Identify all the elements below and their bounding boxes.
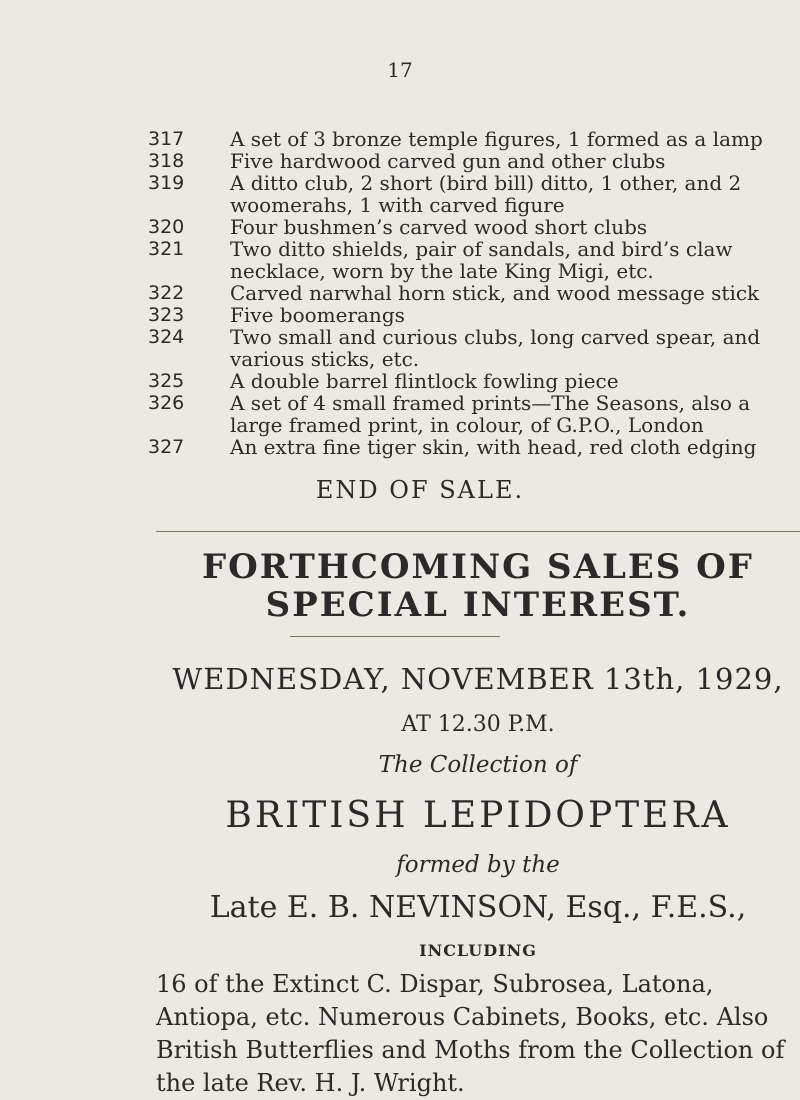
lot-description: Carved narwhal horn stick, and wood message stick <box>230 281 760 305</box>
lot-number: 322 <box>148 282 185 304</box>
lot-item <box>0 392 800 436</box>
lot-item <box>0 304 800 326</box>
lot-description: A double barrel flintlock fowling piece <box>230 369 619 393</box>
lot-number: 324 <box>148 326 185 348</box>
lot-description: Two small and curious clubs, long carved spear, and various sticks, etc. <box>230 325 761 371</box>
lot-item <box>0 238 800 282</box>
lot-item <box>0 172 800 216</box>
lot-number: 320 <box>148 216 185 238</box>
lot-item <box>0 150 800 172</box>
including-label: INCLUDING <box>419 941 537 960</box>
lot-description: Five hardwood carved gun and other clubs <box>230 149 666 173</box>
collection-of-label: The Collection of <box>378 752 578 778</box>
lot-description: A ditto club, 2 short (bird bill) ditto, 1 other, and 2 woomerahs, 1 with carved figure <box>230 171 742 217</box>
forthcoming-sales-heading: FORTHCOMING SALES OF SPECIAL INTEREST. <box>202 547 754 625</box>
formed-by-label: formed by the <box>396 852 560 878</box>
lot-description: An extra fine tiger skin, with head, red cloth edging <box>230 435 757 459</box>
sale-date: WEDNESDAY, NOVEMBER 13th, 1929, <box>172 662 784 696</box>
lot-list <box>0 128 800 458</box>
lot-item <box>0 326 800 370</box>
lot-item <box>0 282 800 304</box>
lot-description: A set of 3 bronze temple figures, 1 formed as a lamp <box>230 127 763 151</box>
collection-description: 16 of the Extinct C. Dispar, Subrosea, Latona, Antiopa, etc. Numerous Cabinets, Books, etc. Also British Butterflies and Moths from the Collection of the late Rev. H. J. Wright. <box>156 970 785 1097</box>
lot-item <box>0 216 800 238</box>
lot-description: A set of 4 small framed prints—The Seasons, also a large framed print, in colour, of G.P.O., London <box>230 391 751 437</box>
lot-number: 321 <box>148 238 185 260</box>
lot-number: 319 <box>148 172 185 194</box>
lot-item <box>0 436 800 458</box>
lot-item <box>0 370 800 392</box>
lot-number: 323 <box>148 304 185 326</box>
divider-rule <box>156 531 800 532</box>
lot-number: 326 <box>148 392 185 414</box>
lot-item <box>0 128 800 150</box>
sale-time: AT 12.30 P.M. <box>401 712 555 737</box>
lot-description: Five boomerangs <box>230 303 405 327</box>
collector-name: Late E. B. NEVINSON, Esq., F.E.S., <box>209 890 747 925</box>
lot-description: Two ditto shields, pair of sandals, and bird’s claw necklace, worn by the late King Migi, etc. <box>230 237 733 283</box>
lot-number: 317 <box>148 128 185 150</box>
page-number: 17 <box>387 58 413 82</box>
collection-title: BRITISH LEPIDOPTERA <box>225 795 731 836</box>
lot-description: Four bushmen’s carved wood short clubs <box>230 215 648 239</box>
lot-number: 325 <box>148 370 185 392</box>
lot-number: 327 <box>148 436 185 458</box>
end-of-sale-heading: END OF SALE. <box>315 476 525 504</box>
divider-rule <box>290 636 500 637</box>
lot-number: 318 <box>148 150 185 172</box>
